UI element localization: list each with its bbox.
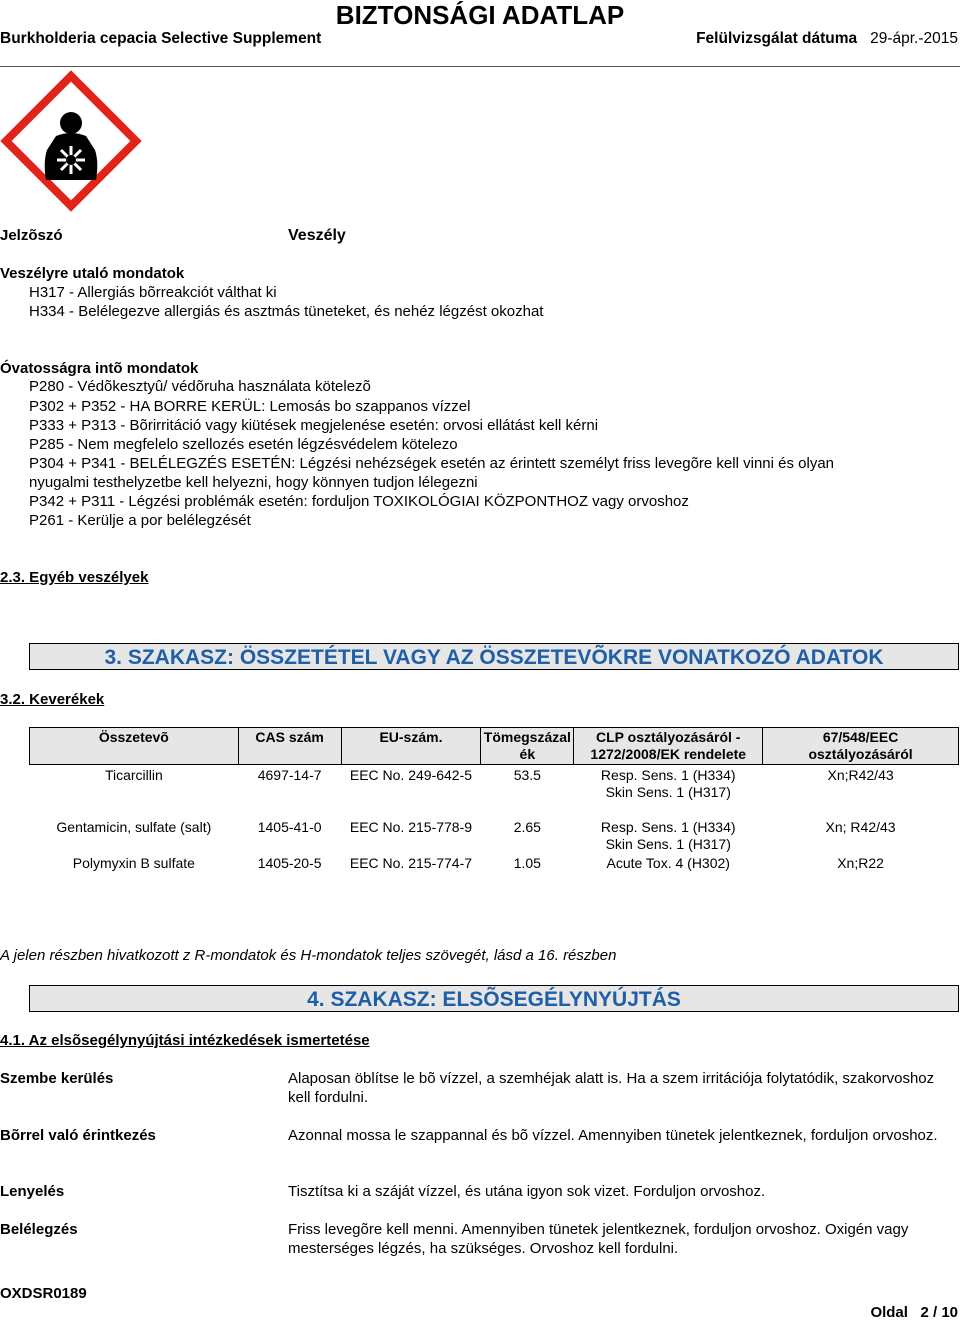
hazard-line: H334 - Belélegezve allergiás és asztmás tüneteket, és nehéz légzést okozhat — [29, 303, 544, 320]
precaution-line: P342 + P311 - Légzési problémák esetén: forduljon TOXIKOLÓGIAI KÖZPONTHOZ vagy orvoshoz — [29, 493, 689, 510]
revision-date: 29-ápr.-2015 — [870, 30, 958, 47]
column-header: Összetevõ — [30, 728, 239, 765]
cell-cas: 1405-41-0 — [257, 819, 322, 835]
precaution-line: P304 + P341 - BELÉLEGZÉS ESETÉN: Légzési nehézségek esetén az érintett személyt friss levegõre kell vinni és olyan — [29, 455, 834, 472]
cell-pct: 1.05 — [513, 855, 541, 871]
cell-eec: Xn;R42/43 — [827, 767, 894, 783]
page-label: Oldal — [870, 1304, 908, 1321]
revision-label: Felülvizsgálat dátuma — [696, 30, 858, 47]
column-header: CLP osztályozásáról - 1272/2008/EK rendelete — [574, 728, 763, 765]
signal-word-value: Veszély — [288, 227, 346, 244]
column-header: Tömegszázal ék — [481, 728, 574, 765]
cell-pct: 2.65 — [513, 819, 541, 835]
section-4-banner: 4. SZAKASZ: ELSÕSEGÉLYNYÚJTÁS — [29, 985, 959, 1012]
cell-pct: 53.5 — [513, 767, 541, 783]
table-row — [30, 853, 959, 872]
column-header: 67/548/EEC osztályozásáról — [763, 728, 959, 765]
cell-clp: Acute Tox. 4 (H302) — [606, 855, 730, 871]
first-aid-label-eye: Szembe kerülés — [0, 1070, 114, 1087]
precaution-line: P333 + P313 - Bõrirritáció vagy kiütések megjelenése esetén: orvosi ellátást kell kérni — [29, 417, 599, 434]
first-aid-label-inhalation: Belélegzés — [0, 1221, 78, 1238]
precautionary-statements-title: Óvatosságra intõ mondatok — [0, 360, 199, 377]
cell-eec: Xn; R42/43 — [825, 819, 896, 835]
column-header: CAS szám — [238, 728, 341, 765]
first-aid-text-ingestion: Tisztítsa ki a száját vízzel, és utána igyon sok vizet. Forduljon orvoshoz. — [288, 1183, 766, 1200]
cell-eu: EEC No. 249-642-5 — [349, 767, 473, 783]
revision-info — [696, 30, 958, 48]
table-row — [30, 765, 959, 802]
precaution-line: nyugalmi testhelyzetbe kell helyezni, hogy könnyen tudjon lélegezni — [29, 474, 478, 491]
first-aid-text-skin: Azonnal mossa le szappannal és bõ vízzel. Amennyiben tünetek jelentkeznek, forduljon orvoshoz. — [288, 1127, 938, 1144]
page-number — [870, 1304, 958, 1321]
first-aid-label-skin: Bõrrel való érintkezés — [0, 1127, 156, 1144]
first-aid-label-ingestion: Lenyelés — [0, 1183, 65, 1200]
cell-cas: 4697-14-7 — [257, 767, 322, 783]
cell-eec: Xn;R22 — [837, 855, 884, 871]
mixtures-heading: 3.2. Keverékek — [0, 691, 105, 708]
document-title: BIZTONSÁGI ADATLAP — [335, 0, 625, 30]
table-row — [30, 817, 959, 853]
precaution-line: P302 + P352 - HA BORRE KERÜL: Lemosás bo szappanos vízzel — [29, 398, 471, 415]
cell-clp: Resp. Sens. 1 (H334) Skin Sens. 1 (H317) — [600, 767, 736, 800]
cell-eu: EEC No. 215-778-9 — [349, 819, 473, 835]
cell-clp: Resp. Sens. 1 (H334) Skin Sens. 1 (H317) — [600, 819, 736, 852]
cell-name: Polymyxin B sulfate — [72, 855, 195, 871]
document-code: OXDSR0189 — [0, 1285, 87, 1302]
cell-eu: EEC No. 215-774-7 — [349, 855, 473, 871]
first-aid-heading: 4.1. Az elsõsegélynyújtási intézkedések ismertetése — [0, 1032, 370, 1049]
page-count: 2 / 10 — [920, 1304, 958, 1321]
composition-table — [29, 727, 959, 872]
cell-cas: 1405-20-5 — [257, 855, 322, 871]
hazard-statements-title: Veszélyre utaló mondatok — [0, 265, 185, 282]
cell-name: Gentamicin, sulfate (salt) — [56, 819, 212, 835]
hazard-line: H317 - Allergiás bõrreakciót válthat ki — [29, 284, 277, 301]
r-h-phrases-note: A jelen részben hivatkozott z R-mondatok és H-mondatok teljes szövegét, lásd a 16. részben — [0, 947, 617, 964]
precaution-line: P285 - Nem megfelelo szellozés esetén légzésvédelem kötelezo — [29, 436, 458, 453]
first-aid-text-inhalation: Friss levegõre kell menni. Amennyiben tünetek jelentkeznek, forduljon orvoshoz. Oxigén vagy mesterséges légzés, ha szükséges. Orvoshoz kell fordulni. — [288, 1221, 909, 1257]
precaution-line: P261 - Kerülje a por belélegzését — [29, 512, 251, 529]
first-aid-text-eye: Alaposan öblítse le bõ vízzel, a szemhéjak alatt is. Ha a szem irritációja folytatódik, szakorvoshoz kell fordulni. — [288, 1070, 935, 1106]
product-name: Burkholderia cepacia Selective Supplement — [0, 30, 322, 47]
precaution-line: P280 - Védõkesztyû/ védõruha használata kötelezõ — [29, 378, 371, 395]
health-hazard-icon — [0, 70, 142, 212]
column-header: EU-szám. — [341, 728, 481, 765]
header-divider — [0, 66, 960, 67]
cell-name: Ticarcillin — [104, 767, 163, 783]
signal-word-label: Jelzõszó — [0, 227, 63, 244]
table-header-row — [30, 728, 959, 765]
other-hazards-heading: 2.3. Egyéb veszélyek — [0, 569, 149, 586]
section-3-banner: 3. SZAKASZ: ÖSSZETÉTEL VAGY AZ ÖSSZETEVÕKRE VONATKOZÓ ADATOK — [29, 643, 959, 670]
